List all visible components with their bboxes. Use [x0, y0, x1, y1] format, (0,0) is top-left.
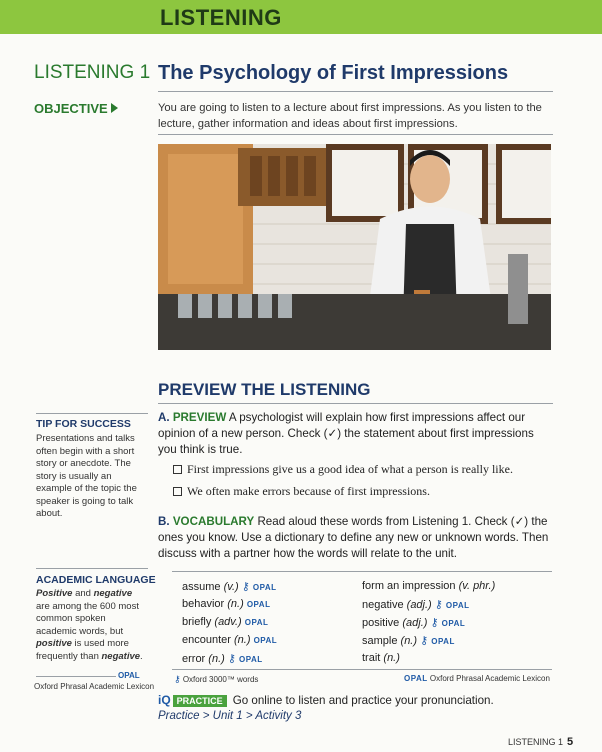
checkbox-icon[interactable] — [173, 465, 182, 474]
part-of-speech: (v.) — [223, 581, 239, 593]
academic-connector: and — [72, 588, 94, 599]
practice-badge: PRACTICE — [173, 695, 227, 707]
part-of-speech: (n.) — [208, 653, 225, 665]
page-number: 5 — [567, 736, 574, 748]
key-note: Oxford 3000™ words — [182, 675, 259, 684]
word: encounter — [182, 634, 231, 646]
word: sample — [362, 635, 398, 647]
opal-badge: OPAL — [238, 655, 263, 664]
checkbox-option[interactable] — [173, 484, 430, 499]
lesson-label: LISTENING 1 — [34, 62, 151, 83]
divider — [158, 134, 553, 135]
checkbox-option[interactable] — [173, 462, 513, 477]
academic-connector: is used more frequently than — [36, 638, 129, 662]
academic-text — [36, 588, 146, 663]
section-keyword: PREVIEW — [172, 411, 227, 424]
opal-footnote: Oxford Phrasal Academic Lexicon — [34, 682, 155, 691]
key-icon: ⚷ — [241, 581, 250, 593]
arrow-right-icon — [111, 103, 118, 113]
page-title: The Psychology of First Impressions — [158, 62, 509, 84]
option-text: First impressions give us a good idea of what a person is really like. — [187, 462, 513, 476]
barista-illustration — [158, 144, 551, 350]
vocab-word[interactable] — [362, 634, 455, 647]
section-letter: A. — [158, 411, 170, 424]
part-of-speech: (adv.) — [214, 616, 242, 628]
section-instructions: Read aloud these words from Listening 1. Check (✓) the ones you know. Use a dictionary to define any new or unknown words. Then discuss with a partner how the words will relate to the unit. — [158, 515, 549, 560]
vocab-word[interactable] — [182, 598, 270, 610]
option-text: We often make errors because of first impressions. — [187, 484, 430, 498]
opal-footnote — [404, 674, 550, 683]
vocab-divider — [172, 571, 552, 572]
opal-badge: OPAL — [404, 674, 428, 683]
vocab-word[interactable] — [362, 598, 470, 611]
academic-word: negative — [101, 650, 141, 662]
opal-badge: OPAL — [445, 601, 470, 610]
academic-connector: are among the 600 most common spoken academic words, but — [36, 600, 139, 637]
sidebar-divider — [36, 413, 148, 414]
opal-badge: OPAL — [246, 600, 271, 609]
opal-badge: OPAL — [431, 637, 455, 646]
key-icon: ⚷ — [174, 674, 181, 684]
online-practice-link[interactable] — [158, 693, 494, 707]
opal-badge: OPAL — [244, 618, 269, 627]
section-banner — [0, 0, 602, 34]
word: form an impression — [362, 580, 456, 592]
banner-title: LISTENING — [160, 5, 282, 30]
vocab-word[interactable] — [362, 616, 465, 629]
word: negative — [362, 599, 404, 611]
objective-text: You are going to listen to a lecture about first impressions. As you listen to the lecture, gather information and ideas about first impressions. — [158, 102, 542, 130]
academic-title: ACADEMIC LANGUAGE — [36, 574, 156, 586]
academic-word: positive — [36, 638, 72, 649]
opal-badge: OPAL — [441, 619, 466, 628]
divider — [158, 403, 553, 404]
part-of-speech: (n.) — [400, 635, 418, 647]
opal-badge: OPAL — [253, 636, 278, 645]
section-a — [158, 410, 553, 458]
part-of-speech: (n.) — [234, 634, 251, 646]
vocab-word[interactable] — [182, 634, 277, 646]
opal-note: Oxford Phrasal Academic Lexicon — [429, 674, 550, 683]
academic-word: Positive — [36, 588, 73, 599]
page-footer — [508, 736, 573, 748]
part-of-speech: (adj.) — [402, 617, 428, 629]
vocab-word[interactable] — [182, 616, 268, 628]
vocab-word[interactable] — [182, 580, 277, 593]
barista-photo — [158, 144, 551, 350]
part-of-speech: (n.) — [383, 652, 400, 664]
part-of-speech: (adj.) — [406, 599, 432, 611]
vocab-word[interactable] — [362, 652, 400, 664]
divider — [158, 91, 553, 92]
key-icon: ⚷ — [420, 635, 429, 647]
practice-text: Go online to listen and practice your pronunciation. — [232, 694, 494, 707]
section-letter: B. — [158, 515, 170, 528]
sidebar-divider — [36, 568, 148, 569]
iq-logo-icon: iQ — [158, 693, 171, 707]
key-icon: ⚷ — [430, 617, 439, 629]
word: positive — [362, 617, 400, 629]
key-icon: ⚷ — [227, 653, 236, 665]
word: briefly — [182, 616, 212, 628]
word: behavior — [182, 598, 225, 610]
word: trait — [362, 652, 381, 664]
section-title: PREVIEW THE LISTENING — [158, 380, 371, 399]
activity-path[interactable]: Practice > Unit 1 > Activity 3 — [158, 710, 302, 722]
objective-text-label: OBJECTIVE — [34, 101, 108, 116]
objective-label — [34, 101, 118, 116]
key-footnote — [174, 674, 258, 685]
opal-badge: OPAL — [252, 583, 277, 592]
word: assume — [182, 581, 221, 593]
checkbox-icon[interactable] — [173, 487, 182, 496]
part-of-speech: (v. phr.) — [458, 580, 496, 592]
footer-section: LISTENING 1 — [508, 737, 564, 747]
sidebar-divider — [36, 676, 116, 677]
section-instructions: A psychologist will explain how first impressions affect our opinion of a new person. Check (✓) the statement about first impressions you think is true. — [158, 411, 534, 456]
part-of-speech: (n.) — [227, 598, 244, 610]
tip-text: Presentations and talks often begin with a short story or anecdote. The story is usually an example of the topic the speaker is going to talk about. — [36, 433, 137, 519]
opal-tag: OPAL — [118, 671, 140, 680]
key-icon: ⚷ — [434, 599, 443, 611]
section-b — [158, 514, 553, 562]
word: error — [182, 653, 206, 665]
vocab-word[interactable] — [182, 652, 263, 665]
section-keyword: VOCABULARY — [172, 515, 255, 528]
academic-word: negative — [93, 588, 133, 599]
academic-connector: . — [140, 650, 143, 662]
tip-title: TIP FOR SUCCESS — [36, 418, 131, 430]
vocab-word[interactable] — [362, 580, 495, 592]
vocab-divider — [172, 669, 552, 670]
